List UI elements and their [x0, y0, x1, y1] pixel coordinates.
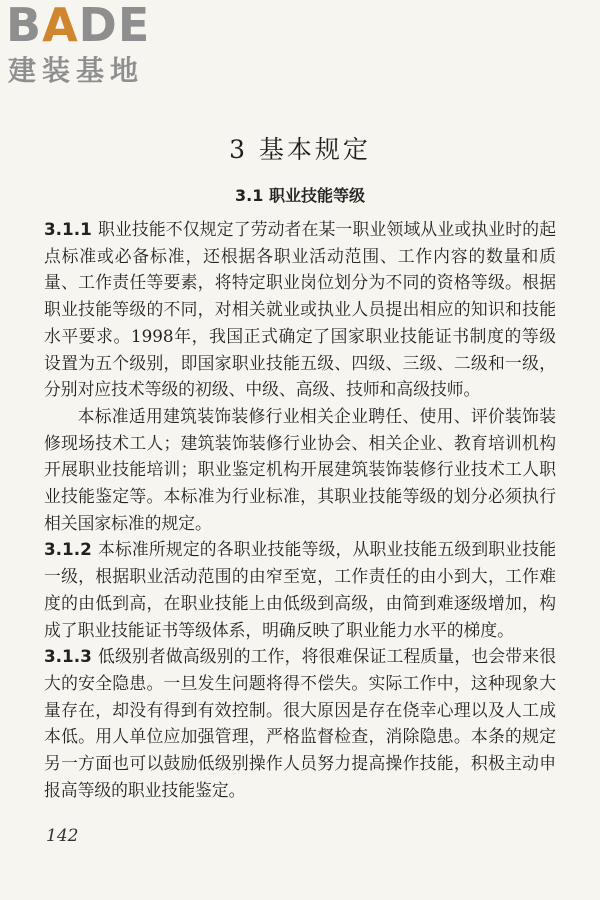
clause-text: 本标准所规定的各职业技能等级，从职业技能五级到职业技能一级，根据职业活动范围的由窄至宽，工作责任的由小到大，工作难度的由低到高，在职业技能上由低级到高级，由简到难逐级增加，构成了职业技能证书等级体系，明确反映了职业能力水平的梯度。	[44, 539, 556, 640]
logo-tagline: 建装基地	[8, 54, 145, 87]
clause-number: 3.1.1	[44, 219, 92, 239]
clause-3-1-2	[44, 536, 556, 643]
logo-wordmark: BADE	[6, 0, 151, 52]
brand-logo	[6, 0, 186, 92]
clause-3-1-1-continued	[44, 403, 556, 537]
clause-3-1-1	[44, 216, 556, 403]
section-title: 3.1 职业技能等级	[235, 186, 365, 205]
clause-number: 3.1.2	[44, 539, 92, 560]
clause-text: 低级别者做高级别的工作，将很难保证工程质量，也会带来很大的安全隐患。一旦发生问题将得不偿失。实际工作中，这种现象大量存在，却没有得到有效控制。很大原因是存在侥幸心理以及人工成本低。用人单位应加强管理，严格监督检查，消除隐患。本条的规定另一方面也可以鼓励低级别操作人员努力提高操作技能，积极主动申报高等级的职业技能鉴定。	[44, 646, 556, 800]
clause-text: 职业技能不仅规定了劳动者在某一职业领域从业或执业时的起点标准或必备标准，还根据各职业活动范围、工作内容的数量和质量、工作责任等要素，将特定职业岗位划分为不同的资格等级。根据职业技能等级的不同，对相关就业或执业人员提出相应的知识和技能水平要求。1998年，我国正式确定了国家职业技能证书制度的等级设置为五个级别，即国家职业技能五级、四级、三级、二级和一级，分别对应技术等级的初级、中级、高级、技师和高级技师。	[44, 219, 556, 400]
chapter-title: 3 基本规定	[229, 135, 371, 164]
body-text	[44, 216, 556, 803]
clause-number: 3.1.3	[44, 646, 92, 667]
page-number: 142	[46, 826, 79, 846]
clause-3-1-3	[44, 643, 556, 803]
clause-text: 本标准适用建筑装饰装修行业相关企业聘任、使用、评价装饰装修现场技术工人；建筑装饰装修行业协会、相关企业、教育培训机构开展职业技能培训；职业鉴定机构开展建筑装饰装修行业技术工人职业技能鉴定等。本标准为行业标准，其职业技能等级的划分必须执行相关国家标准的规定。	[44, 405, 556, 533]
